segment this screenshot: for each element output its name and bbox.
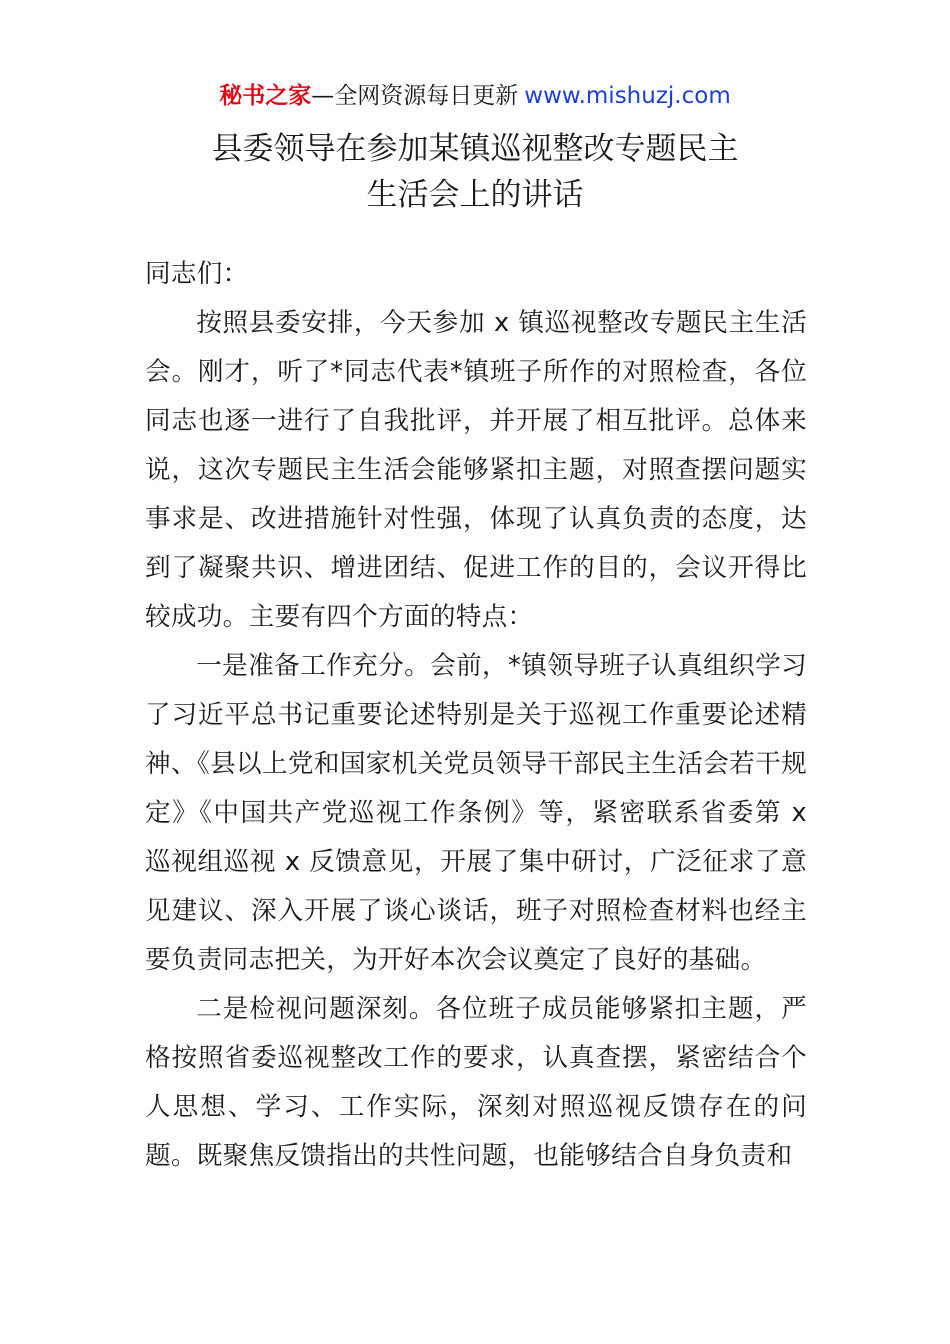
paragraph-point-one: 一是准备工作充分。会前，*镇领导班子认真组织学习了习近平总书记重要论述特别是关于巡视工作重要论述精神、《县以上党和国家机关党员领导干部民主生活会若干规定》《中国共产党巡视工作条例》等，紧密联系省委第 x 巡视组巡视 x 反馈意见，开展了集中研讨，广泛征求了意见建议、深入开展了谈心谈话，班子对照检查材料也经主要负责同志把关，为开好本次会议奠定了良好的基础。 <box>145 651 807 975</box>
salutation: 同志们： <box>145 259 249 289</box>
header-tagline: —全网资源每日更新 <box>311 83 519 109</box>
document-title <box>0 126 950 218</box>
paragraph-intro: 按照县委安排，今天参加 x 镇巡视整改专题民主生活会。刚才，听了*同志代表*镇班子所作的对照检查，各位同志也逐一进行了自我批评，并开展了相互批评。总体来说，这次专题民主生活会能够紧扣主题，对照查摆问题实事求是、改进措施针对性强，体现了认真负责的态度，达到了凝聚共识、增进团结、促进工作的目的，会议开得比较成功。主要有四个方面的特点： <box>145 308 807 632</box>
document-title-line-2: 生活会上的讲话 <box>366 177 584 213</box>
site-url-link[interactable]: www.mishuzj.com <box>524 83 731 109</box>
document-title-line-1: 县委领导在参加某镇巡视整改专题民主 <box>211 131 739 167</box>
brand-name: 秘书之家 <box>219 83 312 109</box>
paragraph-point-two: 二是检视问题深刻。各位班子成员能够紧扣主题，严格按照省委巡视整改工作的要求，认真查摆，紧密结合个人思想、学习、工作实际，深刻对照巡视反馈存在的问题。既聚焦反馈指出的共性问题，也能够结合自身负责和 <box>145 994 807 1171</box>
document-body <box>145 250 807 1181</box>
site-header <box>0 80 950 112</box>
